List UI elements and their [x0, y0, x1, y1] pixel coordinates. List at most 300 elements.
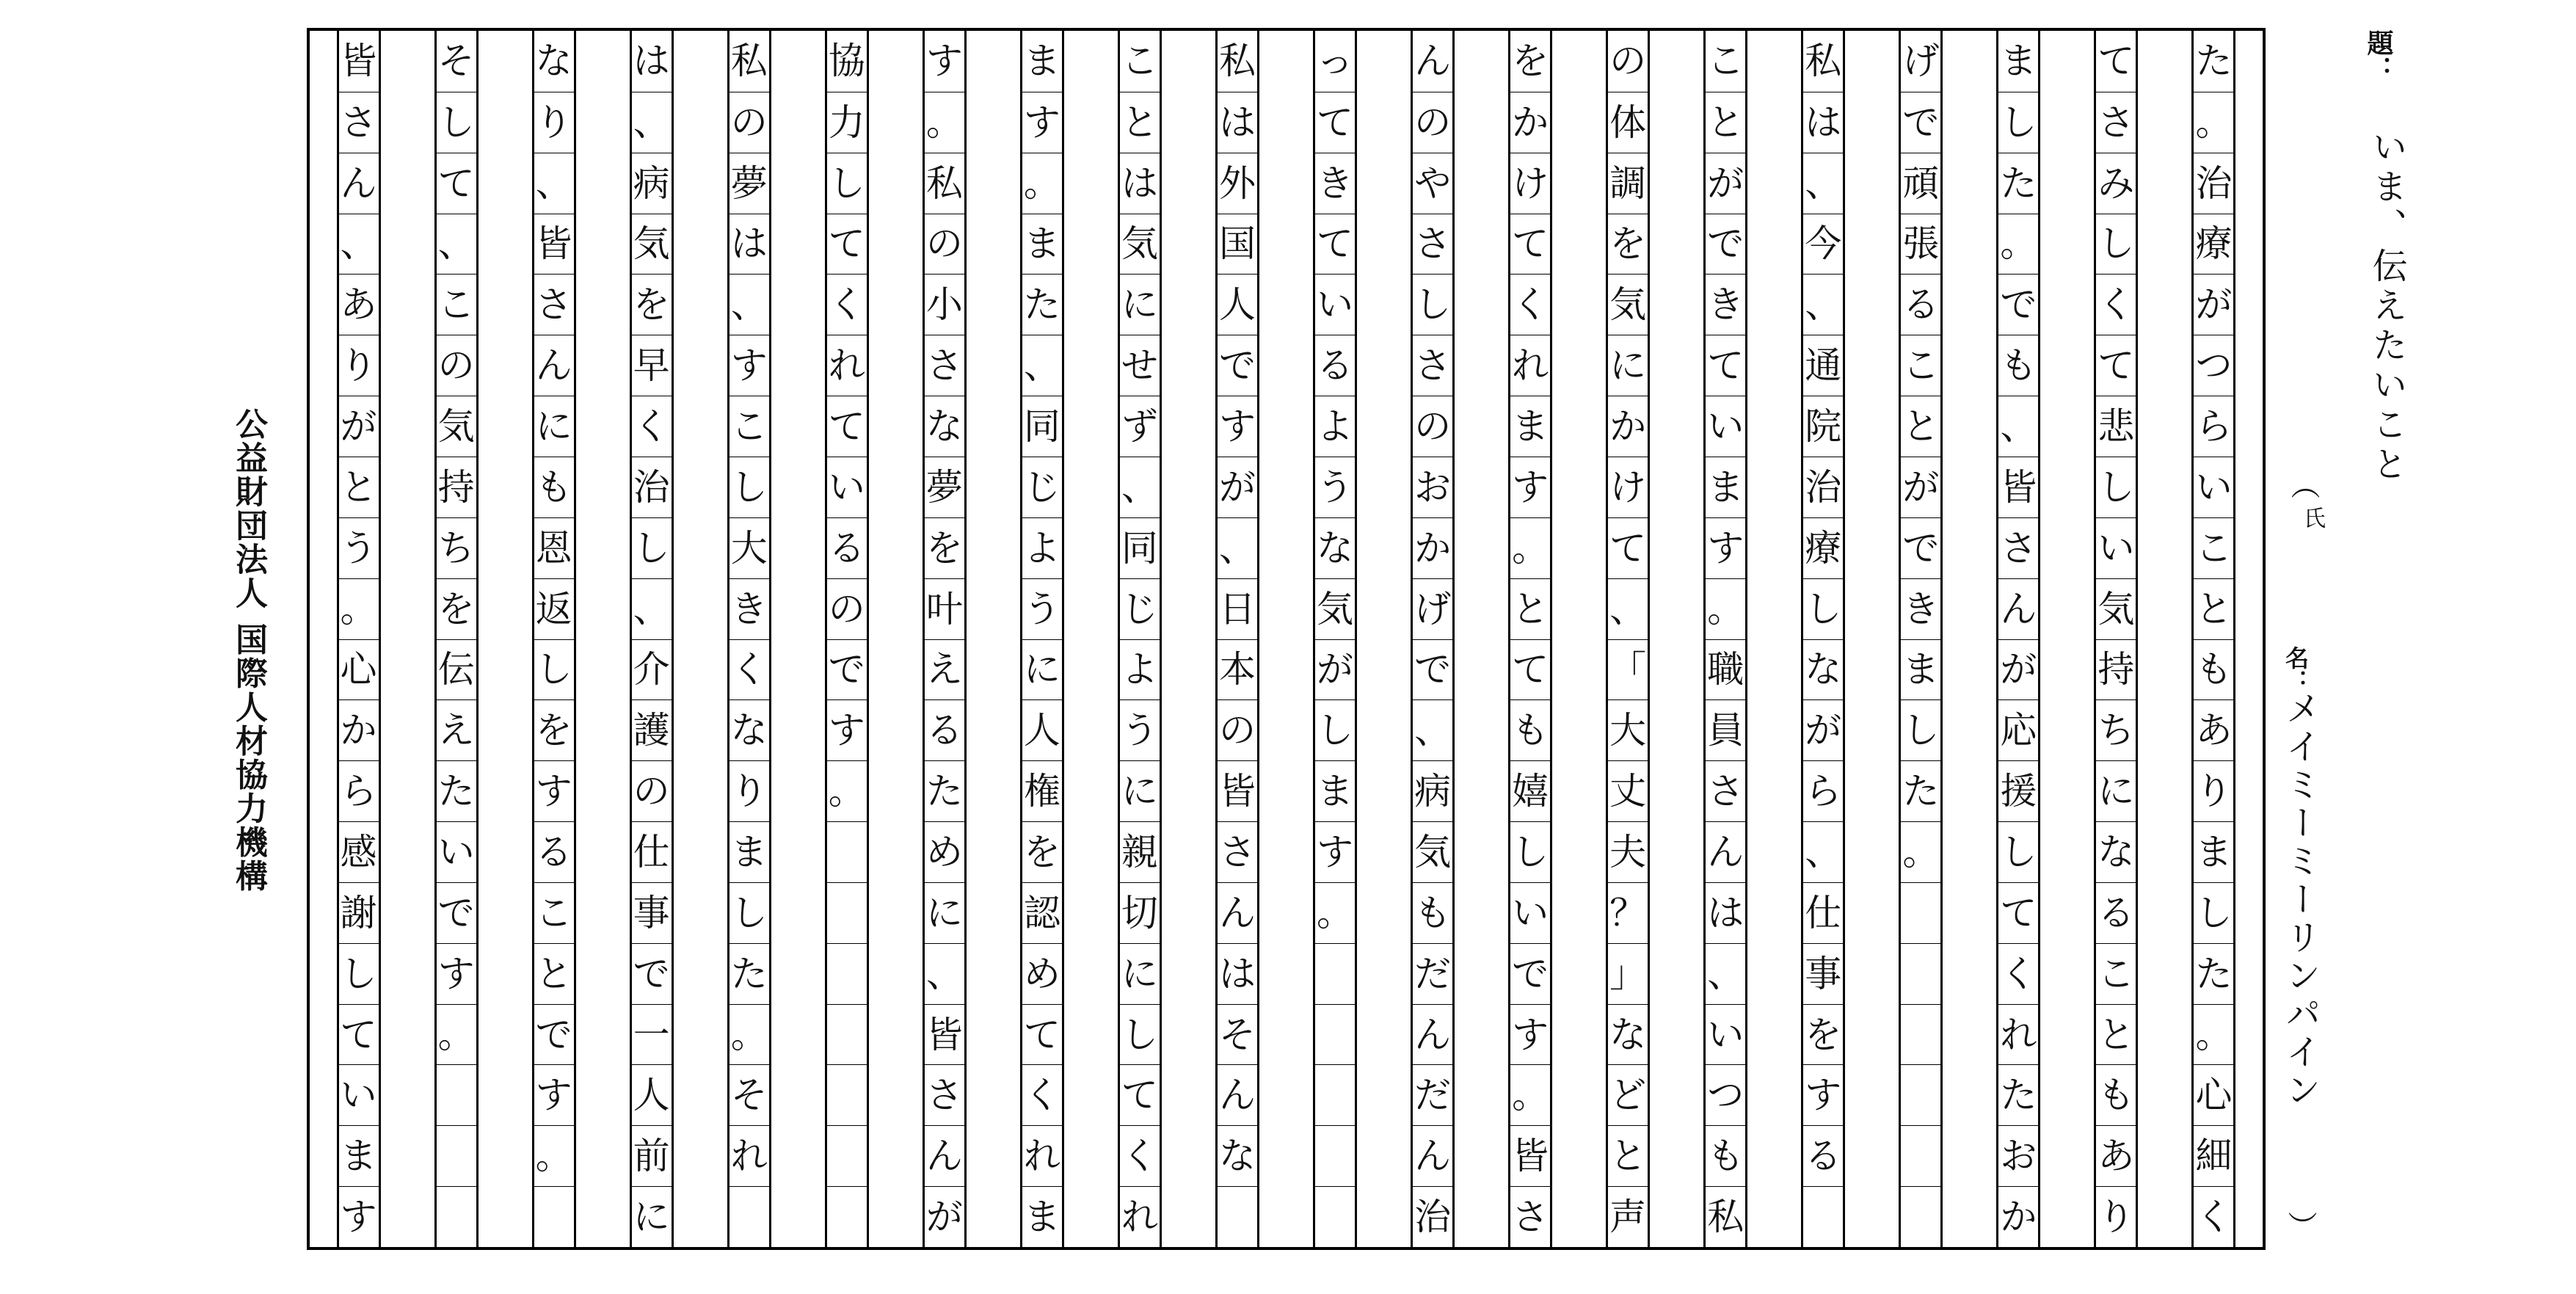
manuscript-cell: し	[729, 882, 769, 943]
manuscript-cell: く	[1022, 1064, 1062, 1125]
manuscript-cell: が	[925, 1186, 964, 1247]
manuscript-cell: 夫	[1608, 821, 1648, 882]
manuscript-cell: る	[925, 699, 964, 760]
manuscript-cell: す	[1315, 821, 1355, 882]
manuscript-cell: が	[1998, 639, 2038, 700]
manuscript-cell: て	[827, 214, 867, 275]
manuscript-cell: さ	[339, 92, 379, 153]
manuscript-cell: の	[827, 578, 867, 639]
manuscript-cell: で	[1706, 214, 1745, 275]
manuscript-cell	[1901, 1186, 1940, 1247]
manuscript-cell: し	[827, 153, 867, 214]
manuscript-cell: を	[632, 274, 672, 335]
manuscript-cell: ま	[1510, 396, 1550, 457]
manuscript-cell: で	[1218, 335, 1257, 396]
manuscript-cell: 。	[1315, 882, 1355, 943]
manuscript-cell: い	[2096, 517, 2136, 578]
manuscript-cell: こ	[534, 882, 574, 943]
manuscript-cell: か	[1413, 517, 1452, 578]
manuscript-cell: で	[534, 1004, 574, 1065]
manuscript-cell: 介	[632, 639, 672, 700]
manuscript-cell: た	[2195, 40, 2233, 83]
manuscript-cell: と	[339, 457, 379, 517]
manuscript-cell: こ	[1901, 335, 1940, 396]
manuscript-cell: に	[1120, 760, 1160, 821]
manuscript-cell: し	[1998, 821, 2038, 882]
manuscript-cell: 気	[1413, 821, 1452, 882]
manuscript-cell: 院	[1803, 396, 1843, 457]
manuscript-cell: 、	[729, 274, 769, 335]
manuscript-cell	[827, 1125, 867, 1186]
manuscript-cell	[1315, 1186, 1355, 1247]
manuscript-cell: 治	[632, 457, 672, 517]
manuscript-cell: は	[633, 40, 670, 83]
manuscript-cell: 、	[632, 578, 672, 639]
manuscript-cell: も	[2194, 639, 2233, 700]
manuscript-cell: に	[1022, 639, 1062, 700]
manuscript-cell: げ	[1902, 40, 1940, 83]
manuscript-cell: れ	[729, 1125, 769, 1186]
manuscript-cell: ま	[1023, 40, 1060, 83]
manuscript-cell: い	[1706, 396, 1745, 457]
manuscript-cell: う	[1315, 457, 1355, 517]
manuscript-cell: く	[729, 639, 769, 700]
manuscript-cell: 早	[632, 335, 672, 396]
manuscript-cell: り	[339, 335, 379, 396]
manuscript-cell: る	[534, 821, 574, 882]
manuscript-column	[1020, 31, 1064, 1247]
manuscript-cell: 協	[828, 40, 865, 83]
manuscript-cell: て	[1706, 335, 1745, 396]
name-paren-open: （	[2286, 470, 2320, 499]
manuscript-cell: が	[339, 396, 379, 457]
author-name: メイミーミーリンパイン	[2280, 690, 2321, 1110]
manuscript-cell: な	[535, 40, 572, 83]
manuscript-cell: 、	[1413, 699, 1452, 760]
manuscript-cell: 私	[1805, 40, 1842, 83]
manuscript-cell	[534, 1186, 574, 1247]
manuscript-cell: ち	[2096, 699, 2136, 760]
manuscript-cell: な	[1608, 1004, 1648, 1065]
manuscript-cell: こ	[2194, 517, 2233, 578]
manuscript-cell: 職	[1706, 639, 1745, 700]
manuscript-cell: け	[1510, 153, 1550, 214]
manuscript-cell: し	[1413, 274, 1452, 335]
manuscript-cell: す	[1706, 517, 1745, 578]
manuscript-cell: だ	[1413, 1064, 1452, 1125]
manuscript-cell: ん	[1218, 882, 1257, 943]
manuscript-cell: さ	[1413, 214, 1452, 275]
manuscript-cell: と	[2096, 1004, 2136, 1065]
manuscript-cell: し	[632, 517, 672, 578]
manuscript-cell	[827, 1186, 867, 1247]
manuscript-cell	[1218, 1186, 1257, 1247]
manuscript-cell: 皆	[534, 214, 574, 275]
manuscript-cell	[437, 1186, 476, 1247]
manuscript-cell: よ	[1120, 639, 1160, 700]
manuscript-cell: 。	[339, 578, 379, 639]
manuscript-cell: さ	[1218, 821, 1257, 882]
manuscript-cell: 気	[437, 396, 476, 457]
manuscript-cell: し	[729, 457, 769, 517]
manuscript-cell: す	[534, 760, 574, 821]
manuscript-cell: 本	[1218, 639, 1257, 700]
manuscript-column	[1606, 31, 1650, 1247]
manuscript-cell: け	[1608, 457, 1648, 517]
manuscript-cell: と	[2194, 578, 2233, 639]
manuscript-cell	[827, 882, 867, 943]
manuscript-cell: し	[1998, 92, 2038, 153]
manuscript-cell: し	[1901, 699, 1940, 760]
manuscript-cell: さ	[1998, 517, 2038, 578]
manuscript-cell: た	[1998, 1064, 2038, 1125]
manuscript-cell: で	[1510, 943, 1550, 1004]
manuscript-cell: か	[1998, 1186, 2038, 1247]
manuscript-cell: も	[1998, 335, 2038, 396]
manuscript-cell: を	[437, 578, 476, 639]
manuscript-cell	[1901, 943, 1940, 1004]
manuscript-cell: ん	[925, 1125, 964, 1186]
manuscript-cell: て	[1022, 1004, 1062, 1065]
manuscript-cell: さ	[1510, 1186, 1550, 1247]
manuscript-cell: さ	[1706, 760, 1745, 821]
manuscript-cell: 気	[1315, 578, 1355, 639]
manuscript-cell: き	[1901, 578, 1940, 639]
manuscript-cell: 、	[437, 214, 476, 275]
manuscript-cell: 病	[1413, 760, 1452, 821]
manuscript-cell: 認	[1022, 882, 1062, 943]
manuscript-cell: が	[1803, 699, 1843, 760]
manuscript-cell: ら	[1803, 760, 1843, 821]
manuscript-cell: 、	[339, 214, 379, 275]
manuscript-column	[1313, 31, 1357, 1247]
manuscript-cell: し	[2096, 457, 2136, 517]
manuscript-cell: 、	[925, 943, 964, 1004]
manuscript-cell: と	[1706, 92, 1745, 153]
manuscript-column	[1508, 31, 1552, 1247]
manuscript-cell: 切	[1120, 882, 1160, 943]
manuscript-cell: じ	[1022, 457, 1062, 517]
manuscript-cell: の	[632, 760, 672, 821]
manuscript-cell: て	[339, 1004, 379, 1065]
manuscript-cell: ま	[1022, 214, 1062, 275]
manuscript-column	[1215, 31, 1259, 1247]
manuscript-column	[1899, 31, 1943, 1247]
manuscript-cell: た	[1022, 274, 1062, 335]
manuscript-cell: 護	[632, 699, 672, 760]
manuscript-cell: 。	[2194, 1004, 2233, 1065]
manuscript-cell: 細	[2194, 1125, 2233, 1186]
manuscript-column	[337, 31, 381, 1247]
manuscript-cell: こ	[437, 274, 476, 335]
manuscript-cell: 張	[1901, 214, 1940, 275]
manuscript-cell: 」	[1608, 943, 1648, 1004]
manuscript-cell: 外	[1218, 153, 1257, 214]
manuscript-cell: 声	[1608, 1186, 1648, 1247]
manuscript-cell: す	[1803, 1064, 1843, 1125]
manuscript-cell: 、	[1022, 335, 1062, 396]
manuscript-cell: れ	[1510, 335, 1550, 396]
manuscript-cell: 応	[1998, 699, 2038, 760]
manuscript-cell: さ	[2096, 92, 2136, 153]
manuscript-cell: 小	[925, 274, 964, 335]
manuscript-cell: て	[2096, 335, 2136, 396]
manuscript-cell: 。	[1510, 1064, 1550, 1125]
manuscript-cell: り	[729, 760, 769, 821]
manuscript-cell: 伝	[437, 639, 476, 700]
manuscript-column	[2191, 31, 2235, 1247]
manuscript-cell: 悲	[2096, 396, 2136, 457]
manuscript-cell: 嬉	[1510, 760, 1550, 821]
manuscript-cell: 人	[632, 1064, 672, 1125]
manuscript-cell: る	[1315, 335, 1355, 396]
manuscript-cell: り	[2194, 760, 2233, 821]
manuscript-cell: 今	[1803, 214, 1843, 275]
manuscript-cell: て	[2097, 40, 2135, 83]
manuscript-cell	[1315, 1004, 1355, 1065]
manuscript-cell: た	[437, 760, 476, 821]
manuscript-cell: て	[437, 153, 476, 214]
manuscript-cell: め	[925, 821, 964, 882]
manuscript-cell: す	[1510, 457, 1550, 517]
manuscript-cell: 前	[632, 1125, 672, 1186]
manuscript-cell: れ	[1022, 1125, 1062, 1186]
manuscript-cell: し	[1315, 699, 1355, 760]
manuscript-cell: て	[1510, 214, 1550, 275]
manuscript-cell: は	[729, 214, 769, 275]
manuscript-cell: め	[1022, 943, 1062, 1004]
manuscript-cell: さ	[1413, 335, 1452, 396]
manuscript-cell: ど	[1608, 1064, 1648, 1125]
manuscript-cell: 皆	[925, 1004, 964, 1065]
manuscript-column	[825, 31, 869, 1247]
manuscript-cell: し	[339, 943, 379, 1004]
manuscript-cell: 。	[729, 1004, 769, 1065]
manuscript-cell: れ	[827, 335, 867, 396]
manuscript-cell: ま	[2194, 821, 2233, 882]
manuscript-cell: ん	[1218, 1064, 1257, 1125]
manuscript-cell	[1315, 1125, 1355, 1186]
manuscript-cell: す	[1022, 92, 1062, 153]
manuscript-cell: の	[925, 214, 964, 275]
manuscript-cell: こ	[1707, 40, 1744, 83]
manuscript-cell: ま	[2000, 40, 2037, 83]
manuscript-cell: く	[1510, 274, 1550, 335]
manuscript-cell: 。	[1901, 821, 1940, 882]
manuscript-cell: す	[1510, 1004, 1550, 1065]
manuscript-cell: 事	[1803, 943, 1843, 1004]
manuscript-cell: れ	[1120, 1186, 1160, 1247]
manuscript-cell: か	[1510, 92, 1550, 153]
manuscript-cell: 。	[827, 760, 867, 821]
manuscript-cell: だ	[1413, 943, 1452, 1004]
manuscript-cell: 人	[1218, 274, 1257, 335]
manuscript-cell: い	[1315, 274, 1355, 335]
manuscript-cell: じ	[1120, 578, 1160, 639]
manuscript-cell: 気	[1608, 274, 1648, 335]
manuscript-cell: よ	[1315, 396, 1355, 457]
manuscript-cell: 通	[1803, 335, 1843, 396]
manuscript-cell	[827, 1064, 867, 1125]
manuscript-cell: が	[1218, 457, 1257, 517]
manuscript-cell: 治	[1413, 1186, 1452, 1247]
manuscript-cell: 、	[1803, 821, 1843, 882]
manuscript-cell: 返	[534, 578, 574, 639]
manuscript-cell: 大	[1608, 699, 1648, 760]
manuscript-cell: の	[1609, 40, 1647, 83]
manuscript-cell: 病	[632, 153, 672, 214]
manuscript-grid	[307, 28, 2266, 1250]
manuscript-cell: は	[1706, 882, 1745, 943]
manuscript-cell	[827, 1004, 867, 1065]
manuscript-cell: く	[1998, 943, 2038, 1004]
manuscript-cell: に	[1120, 943, 1160, 1004]
manuscript-cell: て	[1315, 214, 1355, 275]
manuscript-cell	[437, 1064, 476, 1125]
manuscript-cell: と	[1608, 1125, 1648, 1186]
manuscript-cell: い	[1706, 1004, 1745, 1065]
manuscript-cell: よ	[1022, 517, 1062, 578]
manuscript-cell: の	[729, 92, 769, 153]
essay-title: いま、伝えたいこと	[2366, 128, 2407, 485]
manuscript-cell: も	[2096, 1064, 2136, 1125]
manuscript-cell: 、	[632, 92, 672, 153]
manuscript-cell	[1901, 1064, 1940, 1125]
manuscript-cell: て	[1608, 517, 1648, 578]
manuscript-cell: で	[437, 882, 476, 943]
manuscript-cell: せ	[1120, 335, 1160, 396]
manuscript-cell	[827, 943, 867, 1004]
manuscript-cell: 同	[1120, 517, 1160, 578]
manuscript-cell: 調	[1608, 153, 1648, 214]
manuscript-cell: を	[534, 699, 574, 760]
manuscript-cell: で	[1901, 517, 1940, 578]
manuscript-cell: ま	[1022, 1186, 1062, 1247]
manuscript-cell: く	[2096, 274, 2136, 335]
manuscript-cell: で	[632, 943, 672, 1004]
manuscript-cell	[1315, 1064, 1355, 1125]
manuscript-cell: え	[437, 699, 476, 760]
manuscript-cell: た	[729, 943, 769, 1004]
manuscript-cell: は	[1218, 943, 1257, 1004]
manuscript-cell: が	[1901, 457, 1940, 517]
manuscript-cell: る	[2096, 882, 2136, 943]
manuscript-cell: ま	[729, 821, 769, 882]
manuscript-cell: 「	[1608, 639, 1648, 700]
manuscript-cell: す	[827, 699, 867, 760]
manuscript-cell: ま	[1901, 639, 1940, 700]
manuscript-cell: か	[1608, 396, 1648, 457]
manuscript-cell: 日	[1218, 578, 1257, 639]
manuscript-cell: え	[925, 639, 964, 700]
manuscript-column	[1703, 31, 1747, 1247]
manuscript-cell: つ	[1706, 1064, 1745, 1125]
manuscript-cell: が	[1315, 639, 1355, 700]
manuscript-cell: ち	[437, 517, 476, 578]
manuscript-cell: う	[1022, 578, 1062, 639]
manuscript-cell: い	[2194, 457, 2233, 517]
manuscript-cell: 皆	[1218, 760, 1257, 821]
manuscript-cell: 。	[925, 92, 964, 153]
manuscript-cell: す	[339, 1186, 379, 1247]
manuscript-cell	[1901, 1125, 1940, 1186]
manuscript-cell: 謝	[339, 882, 379, 943]
organization-name: 公益財団法人 国際人材協力機構	[230, 407, 267, 893]
manuscript-cell: し	[2096, 214, 2136, 275]
manuscript-cell: 私	[1706, 1186, 1745, 1247]
manuscript-cell: な	[1803, 639, 1843, 700]
manuscript-cell: 治	[2194, 153, 2233, 214]
manuscript-cell: を	[925, 517, 964, 578]
manuscript-column	[1411, 31, 1455, 1247]
name-paren-label: 氏	[2299, 506, 2325, 528]
manuscript-cell: い	[1510, 882, 1550, 943]
manuscript-cell	[1901, 882, 1940, 943]
manuscript-cell: 員	[1706, 699, 1745, 760]
manuscript-cell: 皆	[1510, 1125, 1550, 1186]
manuscript-cell: 持	[2096, 639, 2136, 700]
manuscript-cell: 皆	[1998, 457, 2038, 517]
manuscript-cell: ん	[1706, 821, 1745, 882]
manuscript-cell: 。	[1998, 214, 2038, 275]
manuscript-cell: い	[437, 821, 476, 882]
manuscript-cell: し	[2194, 882, 2233, 943]
manuscript-cell: も	[534, 457, 574, 517]
manuscript-cell: の	[1413, 92, 1452, 153]
manuscript-cell: を	[1022, 821, 1062, 882]
manuscript-cell: し	[1803, 578, 1843, 639]
manuscript-cell: 私	[925, 153, 964, 214]
manuscript-cell: し	[1510, 821, 1550, 882]
manuscript-cell: 。	[437, 1004, 476, 1065]
manuscript-cell: か	[339, 699, 379, 760]
manuscript-column	[2094, 31, 2138, 1247]
manuscript-cell: そ	[729, 1064, 769, 1125]
manuscript-cell	[1901, 1004, 1940, 1065]
manuscript-cell: 心	[2194, 1064, 2233, 1125]
manuscript-cell: い	[339, 1064, 379, 1125]
manuscript-cell: る	[827, 517, 867, 578]
manuscript-cell: て	[827, 396, 867, 457]
manuscript-cell: す	[534, 1064, 574, 1125]
manuscript-cell: 。	[1510, 517, 1550, 578]
manuscript-cell: く	[1120, 1125, 1160, 1186]
manuscript-cell: 援	[1998, 760, 2038, 821]
manuscript-cell: く	[827, 274, 867, 335]
manuscript-cell: に	[632, 1186, 672, 1247]
manuscript-cell: あ	[339, 274, 379, 335]
manuscript-cell: で	[1901, 92, 1940, 153]
manuscript-cell: そ	[1218, 1004, 1257, 1065]
title-label: 題：	[2363, 29, 2393, 82]
manuscript-cell	[729, 1186, 769, 1247]
manuscript-cell: 、	[1803, 274, 1843, 335]
manuscript-cell: 、	[534, 153, 574, 214]
manuscript-cell: つ	[2194, 335, 2233, 396]
manuscript-cell: い	[827, 457, 867, 517]
manuscript-cell: 仕	[632, 821, 672, 882]
manuscript-cell: と	[534, 943, 574, 1004]
manuscript-cell: さ	[925, 335, 964, 396]
manuscript-cell: お	[1413, 457, 1452, 517]
manuscript-cell: ま	[339, 1125, 379, 1186]
manuscript-cell: し	[534, 639, 574, 700]
manuscript-cell: う	[1120, 699, 1160, 760]
manuscript-cell	[1315, 943, 1355, 1004]
manuscript-cell: 皆	[340, 40, 377, 83]
manuscript-cell: る	[1901, 274, 1940, 335]
manuscript-cell: 、	[1803, 153, 1843, 214]
